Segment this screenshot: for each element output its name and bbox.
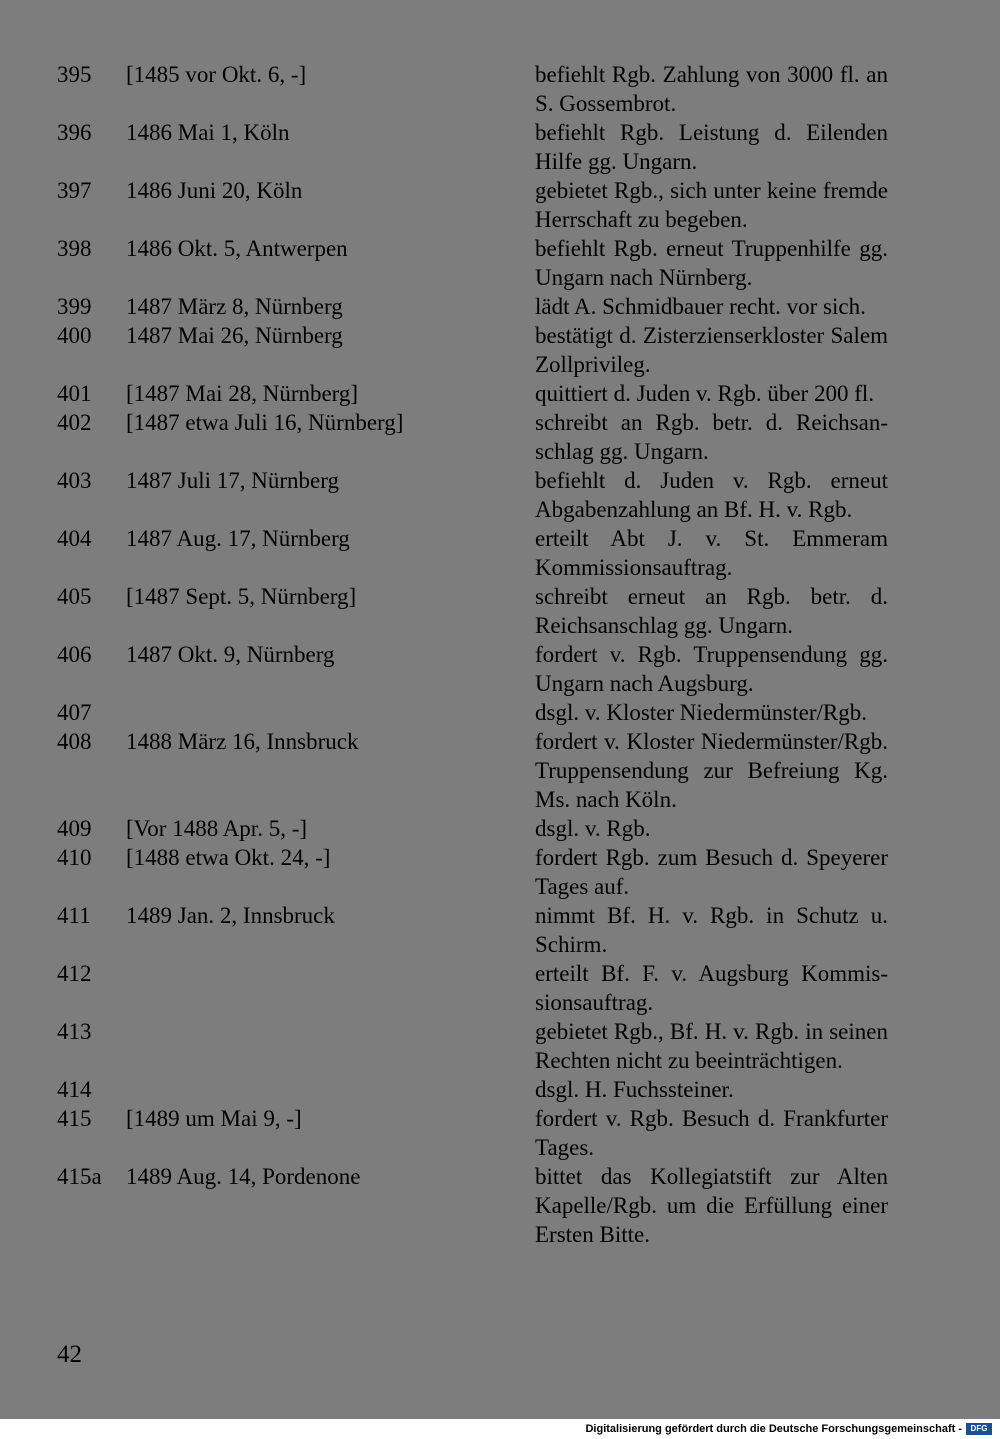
entry-row [0, 727, 1000, 814]
entry-number: 400 [57, 323, 92, 348]
entry-row [0, 814, 1000, 843]
entry-number: 398 [57, 236, 92, 261]
entry-row [0, 408, 1000, 466]
entry-summary: gebietet Rgb., Bf. H. v. Rgb. in seinen Rechten nicht zu beeinträchtigen. [535, 1019, 888, 1073]
entry-summary: dsgl. v. Rgb. [535, 816, 651, 841]
entry-summary: gebietet Rgb., sich unter keine fremde Herrschaft zu begeben. [535, 178, 888, 232]
entry-number: 402 [57, 410, 92, 435]
entry-row [0, 60, 1000, 118]
entry-row [0, 176, 1000, 234]
entry-date: 1486 Mai 1, Köln [126, 120, 290, 145]
footer-credit: Digitalisierung gefördert durch die Deutsche Forschungsgemeinschaft - [585, 1423, 962, 1435]
entry-list [0, 60, 1000, 1249]
entry-summary: erteilt Bf. F. v. Augsburg Kommissionsauftrag. [535, 961, 888, 1015]
entry-row [0, 524, 1000, 582]
entry-date: 1487 Mai 26, Nürnberg [126, 323, 343, 348]
entry-row [0, 959, 1000, 1017]
entry-number: 404 [57, 526, 92, 551]
entry-date: [1487 Sept. 5, Nürnberg] [126, 584, 357, 609]
entry-row [0, 321, 1000, 379]
dfg-logo-icon: DFG [966, 1423, 992, 1435]
entry-summary: dsgl. v. Kloster Niedermünster/Rgb. [535, 700, 867, 725]
entry-row [0, 1162, 1000, 1249]
entry-row [0, 640, 1000, 698]
entry-date: [1488 etwa Okt. 24, -] [126, 845, 331, 870]
entry-row [0, 466, 1000, 524]
entry-date: [Vor 1488 Apr. 5, -] [126, 816, 308, 841]
entry-date: 1487 März 8, Nürnberg [126, 294, 343, 319]
entry-date: 1489 Jan. 2, Innsbruck [126, 903, 335, 928]
entry-row [0, 234, 1000, 292]
entry-date: 1487 Juli 17, Nürnberg [126, 468, 339, 493]
entry-row [0, 843, 1000, 901]
entry-row [0, 292, 1000, 321]
entry-number: 401 [57, 381, 92, 406]
entry-date: 1487 Okt. 9, Nürnberg [126, 642, 335, 667]
entry-summary: bittet das Kollegiatstift zur Alten Kapelle/Rgb. um die Erfüllung einer Ersten Bitte. [535, 1164, 888, 1247]
entry-summary: befiehlt d. Juden v. Rgb. erneut Abgabenzahlung an Bf. H. v. Rgb. [535, 468, 888, 522]
entry-number: 399 [57, 294, 92, 319]
entry-summary: erteilt Abt J. v. St. Emmeram Kommissionsauftrag. [535, 526, 888, 580]
entry-row [0, 1017, 1000, 1075]
entry-row [0, 379, 1000, 408]
entry-summary: lädt A. Schmidbauer recht. vor sich. [535, 294, 866, 319]
entry-summary: fordert v. Kloster Niedermünster/Rgb. Truppensendung zur Befreiung Kg. Ms. nach Köln. [535, 729, 888, 812]
entry-summary: fordert v. Rgb. Besuch d. Frankfurter Tages. [535, 1106, 888, 1160]
entry-date: [1485 vor Okt. 6, -] [126, 62, 307, 87]
entry-date: [1487 etwa Juli 16, Nürnberg] [126, 410, 404, 435]
entry-row [0, 901, 1000, 959]
entry-summary: befiehlt Rgb. erneut Truppenhilfe gg. Ungarn nach Nürnberg. [535, 236, 888, 290]
entry-row [0, 582, 1000, 640]
entry-number: 414 [57, 1077, 92, 1102]
entry-date: 1488 März 16, Innsbruck [126, 729, 359, 754]
entry-number: 415a [57, 1164, 102, 1189]
page-number: 42 [57, 1341, 82, 1368]
entry-number: 412 [57, 961, 92, 986]
entry-row [0, 1104, 1000, 1162]
entry-date: [1489 um Mai 9, -] [126, 1106, 302, 1131]
entry-number: 411 [57, 903, 91, 928]
entry-number: 406 [57, 642, 92, 667]
entry-date: 1487 Aug. 17, Nürnberg [126, 526, 350, 551]
entry-date: 1486 Okt. 5, Antwerpen [126, 236, 348, 261]
entry-summary: schreibt erneut an Rgb. betr. d. Reichsanschlag gg. Ungarn. [535, 584, 888, 638]
entry-summary: dsgl. H. Fuchssteiner. [535, 1077, 734, 1102]
entry-number: 397 [57, 178, 92, 203]
entry-date: 1486 Juni 20, Köln [126, 178, 303, 203]
entry-number: 395 [57, 62, 92, 87]
entry-row [0, 118, 1000, 176]
entry-number: 407 [57, 700, 92, 725]
entry-number: 396 [57, 120, 92, 145]
entry-number: 409 [57, 816, 92, 841]
entry-summary: fordert v. Rgb. Truppensendung gg. Ungarn nach Augsburg. [535, 642, 888, 696]
entry-number: 415 [57, 1106, 92, 1131]
entry-number: 405 [57, 584, 92, 609]
entry-date: 1489 Aug. 14, Pordenone [126, 1164, 361, 1189]
entry-summary: nimmt Bf. H. v. Rgb. in Schutz u. Schirm. [535, 903, 888, 957]
entry-summary: quittiert d. Juden v. Rgb. über 200 fl. [535, 381, 874, 406]
entry-summary: befiehlt Rgb. Zahlung von 3000 fl. an S. Gossembrot. [535, 62, 888, 116]
entry-summary: befiehlt Rgb. Leistung d. Eilenden Hilfe gg. Ungarn. [535, 120, 888, 174]
entry-number: 410 [57, 845, 92, 870]
footer [0, 1419, 1000, 1439]
entry-number: 408 [57, 729, 92, 754]
entry-row [0, 1075, 1000, 1104]
entry-summary: bestätigt d. Zisterzienserkloster Salem Zollprivileg. [535, 323, 888, 377]
entry-date: [1487 Mai 28, Nürnberg] [126, 381, 359, 406]
entry-number: 403 [57, 468, 92, 493]
entry-row [0, 698, 1000, 727]
entry-summary: schreibt an Rgb. betr. d. Reichsanschlag gg. Ungarn. [535, 410, 888, 464]
entry-number: 413 [57, 1019, 92, 1044]
entry-summary: fordert Rgb. zum Besuch d. Speyerer Tages auf. [535, 845, 888, 899]
